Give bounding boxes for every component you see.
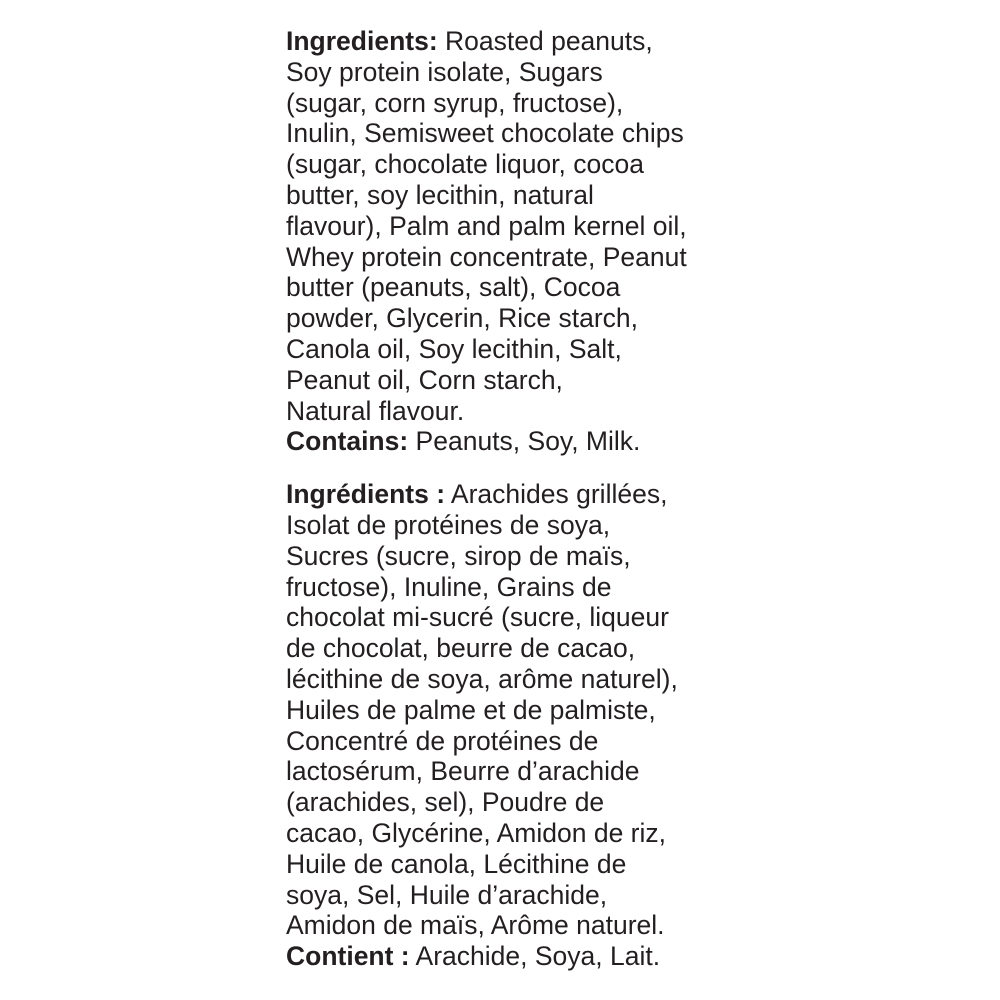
french-ingredient-line: chocolat mi-sucré (sucre, liqueur <box>286 602 669 633</box>
english-contains-heading: Contains: <box>286 426 409 457</box>
french-ingredient-line: soya, Sel, Huile d’arachide, <box>286 879 608 910</box>
french-ingredient-line: Huile de canola, Lécithine de <box>286 848 627 879</box>
english-ingredient-line: Canola oil, Soy lecithin, Salt, <box>286 333 622 364</box>
english-ingredient-line: flavour), Palm and palm kernel oil, <box>286 210 687 241</box>
english-contains-line <box>286 426 986 457</box>
french-ingredient-line: Huiles de palme et de palmiste, <box>286 694 656 725</box>
french-ingredient-line: Isolat de protéines de soya, <box>286 509 611 540</box>
french-ingredient-line: Concentré de protéines de <box>286 725 599 756</box>
english-ingredient-line: Whey protein concentrate, Peanut <box>286 241 687 272</box>
english-ingredient-line: butter, soy lecithin, natural <box>286 179 594 210</box>
english-ingredients-first-line <box>286 26 986 57</box>
french-ingredient-line: (arachides, sel), Poudre de <box>286 787 605 818</box>
french-ingredients-block <box>286 479 986 972</box>
english-ingredient-line: butter (peanuts, salt), Cocoa <box>286 272 621 303</box>
french-ingredient-line: lactosérum, Beurre d’arachide <box>286 756 640 787</box>
french-ingredient-line: cacao, Glycérine, Amidon de riz, <box>286 817 667 848</box>
french-ingredient-line: de chocolat, beurre de cacao, <box>286 633 636 664</box>
english-ingredient-line: Peanut oil, Corn starch, <box>286 364 563 395</box>
french-contains-line <box>286 941 986 972</box>
english-ingredient-line: Soy protein isolate, Sugars <box>286 56 603 87</box>
english-ingredient-line: powder, Glycerin, Rice starch, <box>286 303 638 334</box>
english-ingredients-heading: Ingredients: <box>286 26 438 56</box>
english-contains-text: Peanuts, Soy, Milk. <box>408 426 641 457</box>
french-ingredient-line: Amidon de maïs, Arôme naturel. <box>286 910 665 941</box>
french-contains-heading: Contient : <box>286 941 410 972</box>
french-ingredient-text: Arachides grillées, <box>445 479 668 510</box>
english-ingredient-line: Natural flavour. <box>286 395 465 426</box>
french-ingredients-heading: Ingrédients : <box>286 479 446 510</box>
english-ingredient-line: (sugar, chocolate liquor, cocoa <box>286 149 644 180</box>
english-ingredient-line: (sugar, corn syrup, fructose), <box>286 87 624 118</box>
french-ingredients-first-line <box>286 479 986 510</box>
french-ingredient-line: fructose), Inuline, Grains de <box>286 571 612 602</box>
ingredient-label <box>286 26 986 972</box>
french-contains-text: Arachide, Soya, Lait. <box>409 941 661 972</box>
english-ingredient-line: Inulin, Semisweet chocolate chips <box>286 118 684 149</box>
french-ingredient-line: Sucres (sucre, sirop de maïs, <box>286 540 631 571</box>
english-ingredient-text: Roasted peanuts, <box>437 26 653 56</box>
french-ingredient-line: lécithine de soya, arôme naturel), <box>286 663 678 694</box>
english-ingredients-block <box>286 26 986 457</box>
